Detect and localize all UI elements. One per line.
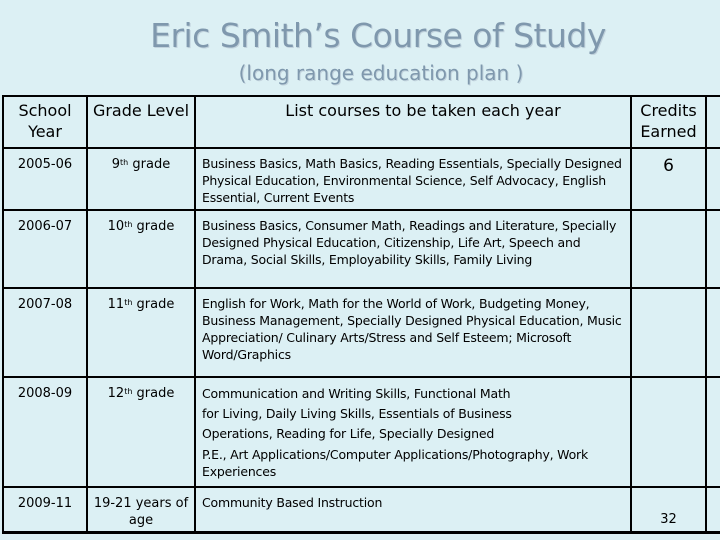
table-row: [3, 148, 720, 210]
column-header-courses: List courses to be taken each year: [195, 96, 631, 148]
credits-cell: [631, 210, 706, 288]
grade-label: grade: [132, 386, 175, 401]
courses-line: P.E., Art Applications/Computer Applications/Photography, Work Experiences: [202, 447, 589, 479]
courses-cell: [195, 377, 631, 487]
grade-ordinal-suffix: th: [124, 298, 133, 307]
grade-number: 10: [107, 219, 125, 234]
courses-cell: Business Basics, Consumer Math, Readings and Literature, Specially Designed Physical Education, Citizenship, Life Art, Speech and Drama, Social Skills, Employability Skills, Family Living: [195, 210, 631, 288]
table-header-row: [3, 96, 720, 148]
extra-cell: [706, 487, 720, 532]
extra-cell: [706, 210, 720, 288]
extra-cell: [706, 288, 720, 377]
column-header-grade-level: Grade Level: [87, 96, 195, 148]
grade-ordinal-suffix: th: [120, 158, 129, 167]
grade-level-cell: [87, 148, 195, 210]
courses-cell: Community Based Instruction: [195, 487, 631, 532]
course-plan-table: [2, 95, 720, 534]
school-year-cell: 2005-06: [3, 148, 87, 210]
credits-cell: [631, 288, 706, 377]
grade-number: 9: [111, 157, 121, 172]
grade-label: grade: [128, 157, 171, 172]
courses-line: Communication and Writing Skills, Functional Math: [202, 386, 511, 401]
table-row: [3, 288, 720, 377]
courses-cell: Business Basics, Math Basics, Reading Essentials, Specially Designed Physical Education, Environmental Science, Self Advocacy, English Essential, Current Events: [195, 148, 631, 210]
credits-cell: 6: [631, 148, 706, 210]
column-header-credits: Credits Earned: [631, 96, 706, 148]
courses-line: for Living, Daily Living Skills, Essentials of Business: [202, 406, 512, 421]
school-year-cell: 2006-07: [3, 210, 87, 288]
table-row: [3, 487, 720, 532]
column-header-school-year: School Year: [3, 96, 87, 148]
school-year-cell: 2007-08: [3, 288, 87, 377]
grade-ordinal-suffix: th: [124, 220, 133, 229]
grade-level-cell: [87, 210, 195, 288]
grade-number: 12: [107, 386, 125, 401]
table-row: [3, 377, 720, 487]
grade-level-cell: [87, 288, 195, 377]
column-header-extra: [706, 96, 720, 148]
school-year-cell: 2009-11: [3, 487, 87, 532]
page-subtitle: (long range education plan ): [238, 61, 524, 85]
extra-cell: [706, 148, 720, 210]
grade-ordinal-suffix: th: [124, 387, 133, 396]
grade-level-cell: 19-21 years of age: [87, 487, 195, 532]
school-year-cell: 2008-09: [3, 377, 87, 487]
courses-line: Operations, Reading for Life, Specially Designed: [202, 426, 495, 441]
table-row: [3, 210, 720, 288]
page-title: Eric Smith’s Course of Study: [150, 16, 606, 55]
extra-cell: [706, 377, 720, 487]
grade-level-cell: [87, 377, 195, 487]
total-credits-cell: 32: [631, 487, 706, 532]
grade-label: grade: [132, 219, 175, 234]
grade-number: 11: [107, 297, 125, 312]
courses-cell: English for Work, Math for the World of Work, Budgeting Money, Business Management, Specially Designed Physical Education, Music Appreciation/ Culinary Arts/Stress and Self Esteem; Microsoft Word/Graphics: [195, 288, 631, 377]
credits-cell: [631, 377, 706, 487]
grade-label: grade: [132, 297, 175, 312]
